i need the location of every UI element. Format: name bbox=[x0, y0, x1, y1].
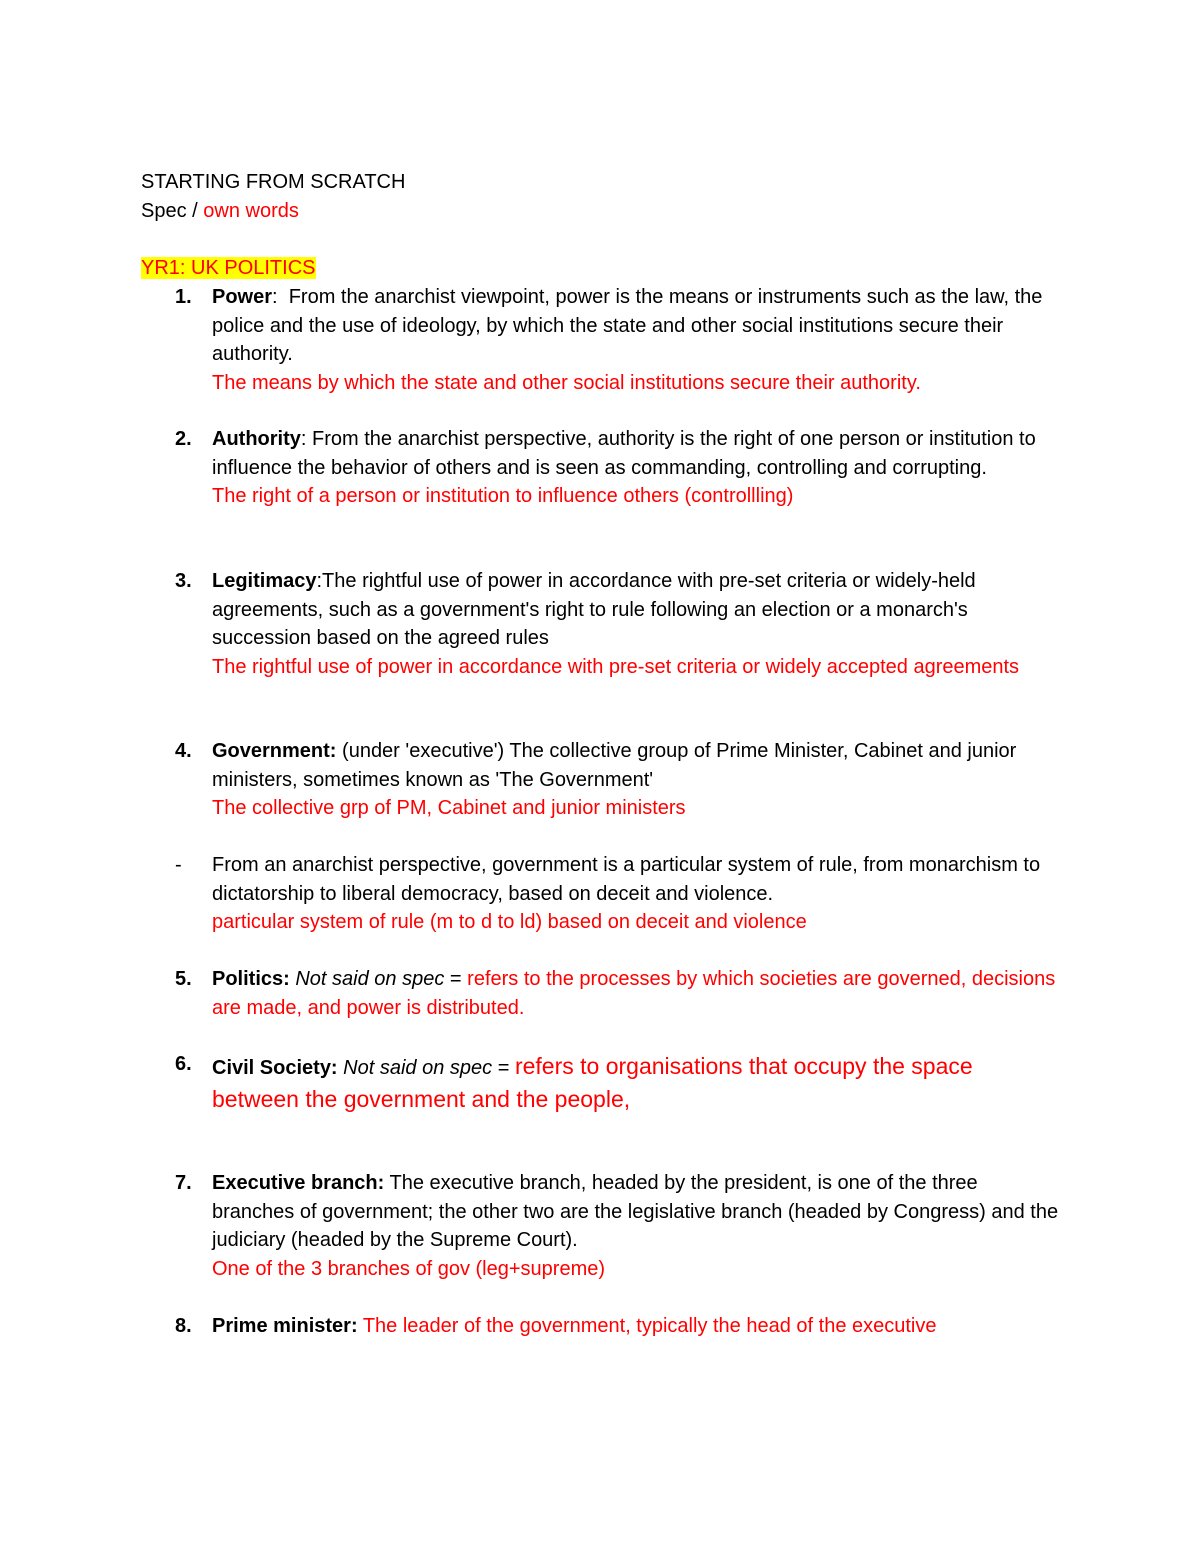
list-item: 1. Power: From the anarchist viewpoint, power is the means or instruments such as the law, the police and the use of ideology, by which the state and other social institutions secure their authority. The means by which the state and other social institutions secure their authority. bbox=[212, 283, 1062, 397]
colour-legend bbox=[141, 197, 299, 226]
item-number: 2. bbox=[175, 428, 192, 450]
list-item: 5. Politics: Not said on spec = refers to the processes by which societies are governed, decisions are made, and power is distributed. bbox=[212, 965, 1062, 1022]
term-label: Politics: bbox=[212, 968, 290, 990]
not-on-spec-note: Not said on spec bbox=[343, 1057, 493, 1079]
term-label: Executive branch: bbox=[212, 1172, 385, 1194]
document-title: STARTING FROM SCRATCH bbox=[141, 171, 406, 193]
list-item bbox=[175, 1169, 1062, 1283]
item-number: 4. bbox=[175, 740, 192, 762]
not-on-spec-note: Not said on spec bbox=[295, 968, 445, 990]
term-label: Government: bbox=[212, 740, 337, 762]
own-words-definition: The leader of the government, typically the head of the executive bbox=[362, 1315, 937, 1337]
item-number: 3. bbox=[175, 570, 192, 592]
list-item bbox=[175, 851, 1062, 937]
list-item: 2. Authority: From the anarchist perspective, authority is the right of one person or institution to influence the behavior of others and is seen as commanding, controlling and corrupting. The right of a person or institution to influence others (controllling) bbox=[212, 425, 1062, 511]
list-item: 6. Civil Society: Not said on spec = refers to organisations that occupy the space between the government and the people, bbox=[212, 1050, 1062, 1115]
term-label: Prime minister: bbox=[212, 1315, 358, 1337]
spec-definition: From an anarchist perspective, government is a particular system of rule, from monarchism to dictatorship to liberal democracy, based on deceit and violence. bbox=[212, 854, 1041, 905]
bullet-dash: - bbox=[175, 854, 182, 876]
list-item: 3. Legitimacy:The rightful use of power in accordance with pre-set criteria or widely-held agreements, such as a government's right to rule following an election or a monarch's succession based on the agreed rules The rightful use of power in accordance with pre-set criteria or widely accepted agreements bbox=[212, 567, 1062, 681]
own-words-definition: refers to organisations that occupy the space between the government and the people, bbox=[212, 1053, 973, 1112]
item-number: 8. bbox=[175, 1315, 192, 1337]
section-heading: YR1: UK POLITICS bbox=[141, 257, 316, 279]
own-words-definition: The means by which the state and other social institutions secure their authority. bbox=[212, 371, 921, 394]
list-item bbox=[175, 1312, 1062, 1341]
spec-definition: (under 'executive') The collective group of Prime Minister, Cabinet and junior ministers, sometimes known as 'The Government' bbox=[212, 740, 1017, 791]
spec-definition: The rightful use of power in accordance with pre-set criteria or widely-held agreements, such as a government's right to rule following an election or a monarch's succession based on the agreed rules bbox=[212, 570, 976, 649]
own-words-definition: particular system of rule (m to d to ld) based on deceit and violence bbox=[212, 911, 807, 933]
legend-own-words-label: own words bbox=[203, 200, 299, 222]
item-number: 1. bbox=[175, 286, 192, 308]
own-words-definition: The rightful use of power in accordance with pre-set criteria or widely accepted agreements bbox=[212, 655, 1020, 678]
item-number: 7. bbox=[175, 1172, 192, 1194]
spec-definition: From the anarchist viewpoint, power is the means or instruments such as the law, the police and the use of ideology, by which the state and other social institutions secure their authority. bbox=[212, 286, 1043, 365]
own-words-definition: refers to the processes by which societies are governed, decisions are made, and power is distributed. bbox=[212, 968, 1056, 1019]
own-words-definition: The collective grp of PM, Cabinet and junior ministers bbox=[212, 797, 686, 819]
item-number: 5. bbox=[175, 968, 192, 990]
list-item bbox=[175, 737, 1062, 823]
own-words-definition: One of the 3 branches of gov (leg+supreme) bbox=[212, 1257, 606, 1280]
term-label: Power bbox=[212, 286, 273, 308]
own-words-definition: The right of a person or institution to influence others (controllling) bbox=[212, 485, 794, 507]
item-number: 6. bbox=[175, 1053, 192, 1075]
spec-definition: From the anarchist perspective, authority is the right of one person or institution to influence the behavior of others and is seen as commanding, controlling and corrupting. bbox=[212, 428, 1036, 479]
spec-definition: The executive branch, headed by the president, is one of the three branches of government; the other two are the legislative branch (headed by Congress) and the judiciary (headed by the Supreme Court). bbox=[212, 1172, 1059, 1251]
term-label: Legitimacy bbox=[212, 570, 317, 592]
legend-spec-label: Spec / bbox=[141, 200, 198, 222]
term-label: Civil Society: bbox=[212, 1057, 338, 1079]
term-label: Authority bbox=[212, 428, 301, 450]
